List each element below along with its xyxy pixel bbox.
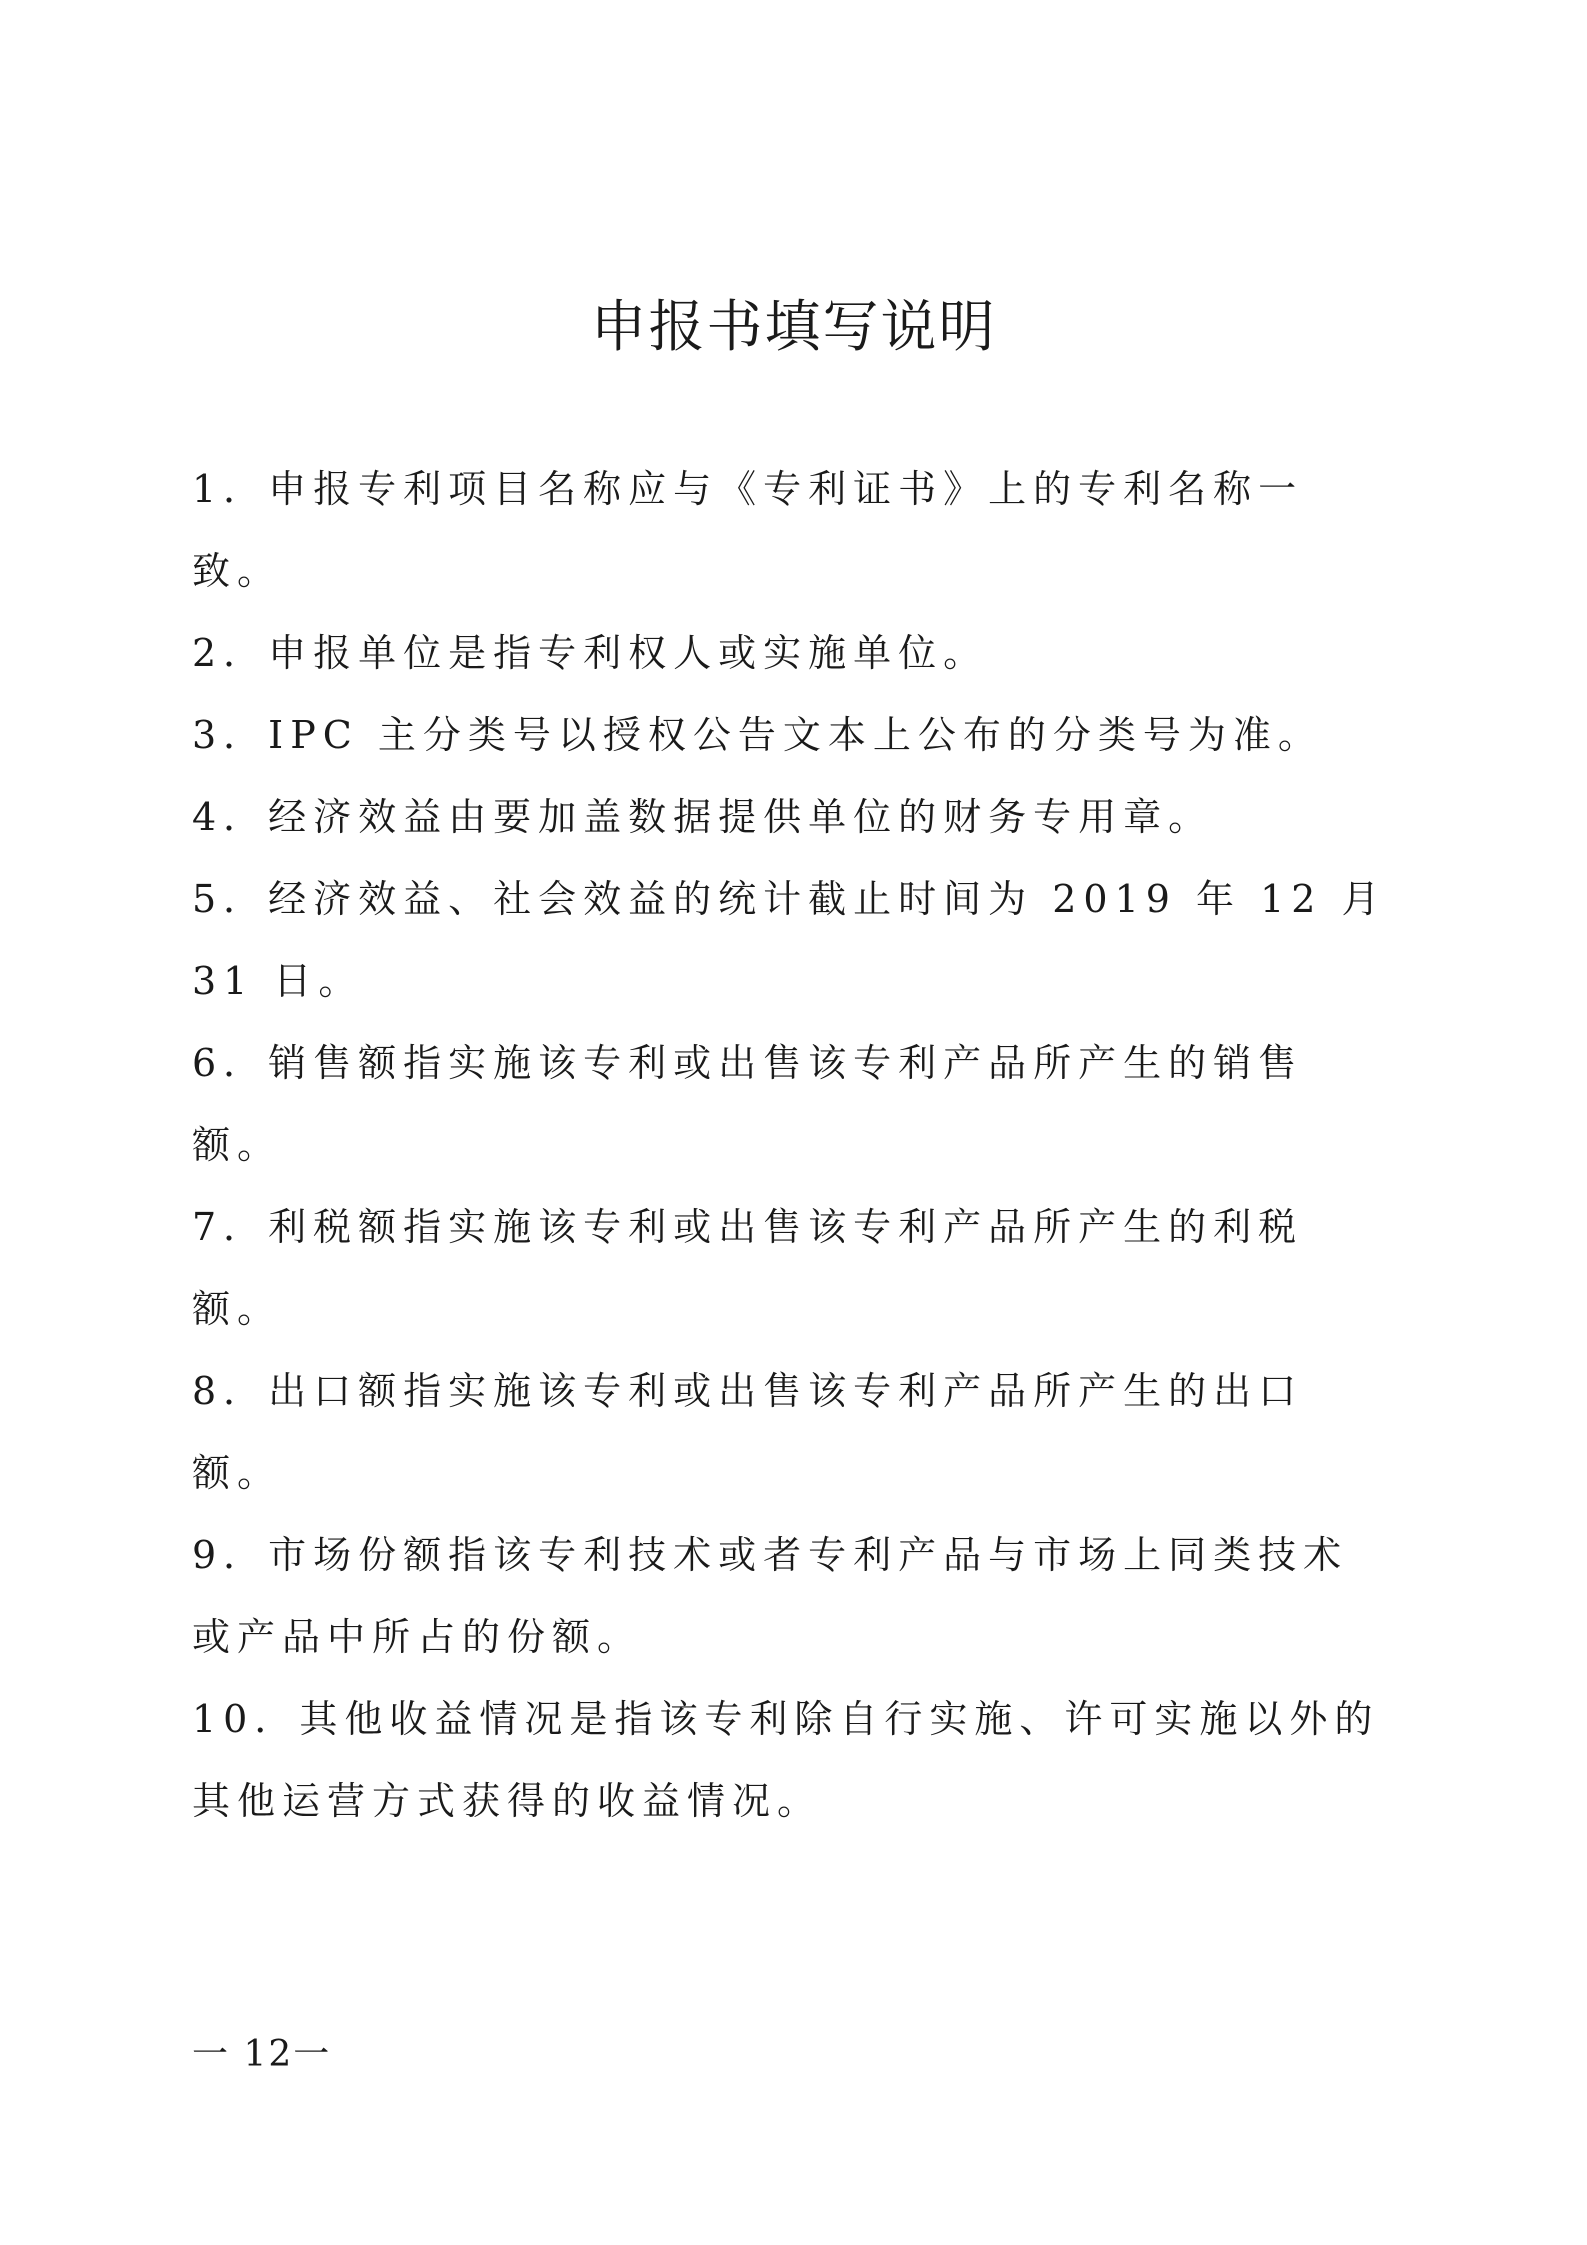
instruction-list xyxy=(192,448,1390,1842)
instruction-item-5: 5．经济效益、社会效益的统计截止时间为 2019 年 12 月 31 日。 xyxy=(192,877,1387,1003)
instruction-item-1: 1．申报专利项目名称应与《专利证书》上的专利名称一致。 xyxy=(192,467,1304,593)
instruction-item-4: 4．经济效益由要加盖数据提供单位的财务专用章。 xyxy=(192,795,1214,839)
instruction-item-2: 2．申报单位是指专利权人或实施单位。 xyxy=(192,631,989,675)
instruction-item-7: 7．利税额指实施该专利或出售该专利产品所产生的利税额。 xyxy=(192,1205,1304,1331)
page-number: 一 12一 xyxy=(192,2034,332,2075)
instruction-item-8: 8．出口额指实施该专利或出售该专利产品所产生的出口额。 xyxy=(192,1369,1304,1495)
instruction-item-3: 3．IPC 主分类号以授权公告文本上公布的分类号为准。 xyxy=(192,713,1323,757)
page-title: 申报书填写说明 xyxy=(590,295,997,360)
instruction-item-10: 10．其他收益情况是指该专利除自行实施、许可实施以外的其他运营方式获得的收益情况。 xyxy=(192,1697,1380,1823)
instruction-item-9: 9．市场份额指该专利技术或者专利产品与市场上同类技术或产品中所占的份额。 xyxy=(192,1533,1349,1659)
instruction-item-6: 6．销售额指实施该专利或出售该专利产品所产生的销售额。 xyxy=(192,1041,1304,1167)
